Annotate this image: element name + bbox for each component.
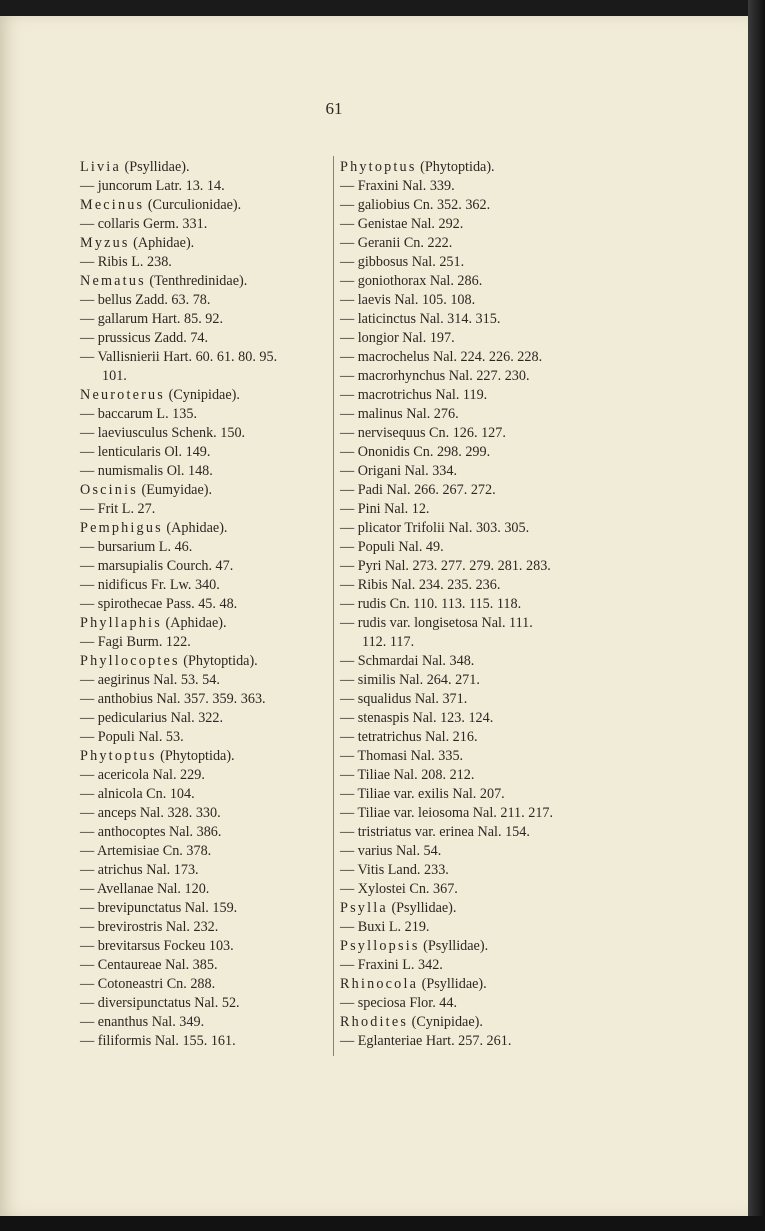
species-entry: — speciosa Flor. 44.	[340, 995, 458, 1011]
genus-heading	[80, 196, 330, 215]
column-divider	[333, 156, 334, 1056]
species-entry: — laeviusculus Schenk. 150.	[80, 425, 246, 441]
species-entry: — brevitarsus Fockeu 103.	[80, 938, 234, 954]
species-entry-continuation: 101.	[102, 368, 127, 384]
species-entry: — Ribis L. 238.	[80, 254, 172, 270]
species-entry: — Fagi Burm. 122.	[80, 634, 191, 650]
species-entry: — filiformis Nal. 155. 161.	[80, 1033, 236, 1049]
species-entry: — pedicularius Nal. 322.	[80, 710, 224, 726]
species-entry: — prussicus Zadd. 74.	[80, 330, 209, 346]
species-entry: — acericola Nal. 229.	[80, 767, 205, 783]
species-entry: — Geranii Cn. 222.	[340, 235, 453, 251]
species-entry: — plicator Trifolii Nal. 303. 305.	[340, 520, 530, 536]
family-name: (Eumyidae).	[141, 482, 213, 498]
genus-name: Pemphigus	[80, 520, 163, 536]
species-entry: — varius Nal. 54.	[340, 843, 442, 859]
genus-heading	[340, 158, 615, 177]
species-entry: — longior Nal. 197.	[340, 330, 455, 346]
species-entry: — Padi Nal. 266. 267. 272.	[340, 482, 496, 498]
species-entry: — bursarium L. 46.	[80, 539, 193, 555]
species-entry: — galiobius Cn. 352. 362.	[340, 197, 491, 213]
species-entry: — Populi Nal. 49.	[340, 539, 444, 555]
genus-name: Livia	[80, 159, 121, 175]
species-entry: — anceps Nal. 328. 330.	[80, 805, 221, 821]
species-entry: — anthocoptes Nal. 386.	[80, 824, 222, 840]
species-entry: — Tiliae var. leiosoma Nal. 211. 217.	[340, 805, 554, 821]
family-name: (Phytoptida).	[183, 653, 258, 669]
page-number: 61	[325, 99, 343, 118]
species-entry: — Genistae Nal. 292.	[340, 216, 464, 232]
family-name: (Curculionidae).	[147, 197, 242, 213]
page-edge-bottom	[0, 1216, 765, 1231]
species-entry: — Centaureae Nal. 385.	[80, 957, 218, 973]
species-entry: — brevirostris Nal. 232.	[80, 919, 219, 935]
species-entry: — similis Nal. 264. 271.	[340, 672, 480, 688]
genus-heading	[340, 1013, 615, 1032]
species-entry: — tristriatus var. erinea Nal. 154.	[340, 824, 530, 840]
genus-heading	[80, 519, 330, 538]
genus-heading	[80, 234, 330, 253]
species-entry: — Xylostei Cn. 367.	[340, 881, 458, 897]
species-entry: — brevipunctatus Nal. 159.	[80, 900, 238, 916]
species-entry: — bellus Zadd. 63. 78.	[80, 292, 211, 308]
species-entry: — lenticularis Ol. 149.	[80, 444, 211, 460]
family-name: (Phytoptida).	[160, 748, 235, 764]
genus-name: Mecinus	[80, 197, 145, 213]
species-entry: — rudis Cn. 110. 113. 115. 118.	[340, 596, 522, 612]
species-entry: — nidificus Fr. Lw. 340.	[80, 577, 220, 593]
species-entry: — squalidus Nal. 371.	[340, 691, 468, 707]
species-entry: — macrotrichus Nal. 119.	[340, 387, 488, 403]
species-entry: — baccarum L. 135.	[80, 406, 198, 422]
species-entry: — Artemisiae Cn. 378.	[80, 843, 212, 859]
species-entry: — macrorhynchus Nal. 227. 230.	[340, 368, 530, 384]
species-entry: — Vallisnierii Hart. 60. 61. 80. 95.	[80, 349, 278, 365]
species-entry: — Populi Nal. 53.	[80, 729, 184, 745]
genus-name: Phytoptus	[340, 159, 417, 175]
genus-heading	[80, 158, 330, 177]
genus-heading	[340, 899, 615, 918]
species-entry: — nervisequus Cn. 126. 127.	[340, 425, 506, 441]
genus-name: Myzus	[80, 235, 130, 251]
index-column-right	[340, 158, 615, 1051]
species-entry: — Eglanteriae Hart. 257. 261.	[340, 1033, 512, 1049]
species-entry: — Origani Nal. 334.	[340, 463, 458, 479]
species-entry: — laevis Nal. 105. 108.	[340, 292, 476, 308]
species-entry: — enanthus Nal. 349.	[80, 1014, 205, 1030]
family-name: (Aphidae).	[166, 520, 228, 536]
species-entry: — anthobius Nal. 357. 359. 363.	[80, 691, 266, 707]
family-name: (Psyllidae).	[421, 976, 487, 992]
genus-name: Psyllopsis	[340, 938, 420, 954]
species-entry: — tetratrichus Nal. 216.	[340, 729, 478, 745]
species-entry: — spirothecae Pass. 45. 48.	[80, 596, 238, 612]
species-entry: — atrichus Nal. 173.	[80, 862, 199, 878]
family-name: (Psyllidae).	[391, 900, 457, 916]
family-name: (Psyllidae).	[124, 159, 190, 175]
species-entry: — Fraxini L. 342.	[340, 957, 443, 973]
genus-name: Phyllaphis	[80, 615, 162, 631]
species-entry: — aegirinus Nal. 53. 54.	[80, 672, 220, 688]
species-entry: — marsupialis Courch. 47.	[80, 558, 234, 574]
genus-heading	[340, 937, 615, 956]
species-entry: — macrochelus Nal. 224. 226. 228.	[340, 349, 543, 365]
index-column-left	[80, 158, 330, 1051]
genus-name: Rhinocola	[340, 976, 419, 992]
genus-heading	[80, 747, 330, 766]
genus-name: Rhodites	[340, 1014, 409, 1030]
species-entry: — collaris Germ. 331.	[80, 216, 208, 232]
species-entry: — stenaspis Nal. 123. 124.	[340, 710, 494, 726]
species-entry: — Vitis Land. 233.	[340, 862, 449, 878]
species-entry: — malinus Nal. 276.	[340, 406, 459, 422]
genus-heading	[80, 652, 330, 671]
species-entry: — alnicola Cn. 104.	[80, 786, 195, 802]
species-entry: — Buxi L. 219.	[340, 919, 430, 935]
page-edge-right	[748, 0, 765, 1231]
genus-name: Neuroterus	[80, 387, 166, 403]
genus-heading	[340, 975, 615, 994]
species-entry: — Ribis Nal. 234. 235. 236.	[340, 577, 501, 593]
family-name: (Aphidae).	[133, 235, 195, 251]
genus-name: Phytoptus	[80, 748, 157, 764]
genus-heading	[80, 481, 330, 500]
genus-name: Phyllocoptes	[80, 653, 180, 669]
species-entry: — goniothorax Nal. 286.	[340, 273, 483, 289]
species-entry: — rudis var. longisetosa Nal. 111.	[340, 615, 533, 631]
species-entry: — numismalis Ol. 148.	[80, 463, 213, 479]
species-entry: — Schmardai Nal. 348.	[340, 653, 475, 669]
species-entry: — Thomasi Nal. 335.	[340, 748, 464, 764]
genus-name: Nematus	[80, 273, 146, 289]
species-entry: — Fraxini Nal. 339.	[340, 178, 455, 194]
species-entry: — diversipunctatus Nal. 52.	[80, 995, 240, 1011]
species-entry: — Cotoneastri Cn. 288.	[80, 976, 216, 992]
species-entry: — Pini Nal. 12.	[340, 501, 430, 517]
genus-heading	[80, 614, 330, 633]
family-name: (Cynipidae).	[168, 387, 240, 403]
species-entry: — Pyri Nal. 273. 277. 279. 281. 283.	[340, 558, 551, 574]
species-entry: — Tiliae Nal. 208. 212.	[340, 767, 475, 783]
family-name: (Phytoptida).	[420, 159, 495, 175]
family-name: (Cynipidae).	[411, 1014, 483, 1030]
species-entry: — juncorum Latr. 13. 14.	[80, 178, 225, 194]
species-entry: — gibbosus Nal. 251.	[340, 254, 465, 270]
species-entry: — Tiliae var. exilis Nal. 207.	[340, 786, 505, 802]
family-name: (Aphidae).	[165, 615, 227, 631]
species-entry: — Ononidis Cn. 298. 299.	[340, 444, 491, 460]
species-entry: — Avellanae Nal. 120.	[80, 881, 210, 897]
genus-heading	[80, 272, 330, 291]
species-entry: — gallarum Hart. 85. 92.	[80, 311, 224, 327]
species-entry: — laticinctus Nal. 314. 315.	[340, 311, 501, 327]
genus-heading	[80, 386, 330, 405]
genus-name: Oscinis	[80, 482, 138, 498]
family-name: (Tenthredinidae).	[149, 273, 248, 289]
family-name: (Psyllidae).	[423, 938, 489, 954]
species-entry: — Frit L. 27.	[80, 501, 156, 517]
species-entry-continuation: 112. 117.	[362, 634, 415, 650]
genus-name: Psylla	[340, 900, 388, 916]
